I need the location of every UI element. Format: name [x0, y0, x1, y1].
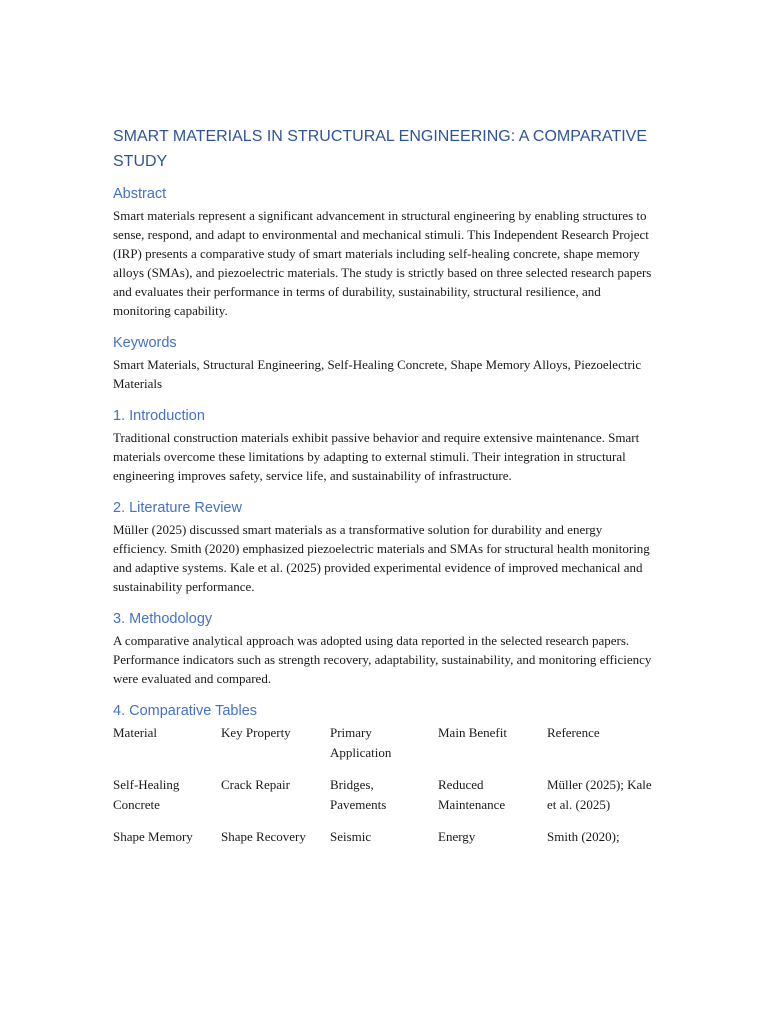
table-cell: Shape Recovery	[221, 829, 306, 844]
table-cell: Crack Repair	[221, 777, 290, 792]
table-header-main-benefit: Main Benefit	[438, 725, 507, 740]
table-header-primary-application: Primary Application	[330, 725, 392, 760]
introduction-text: Traditional construction materials exhibit passive behavior and require extensive maintenance. Smart materials overcome these limitations by adapting to external stimuli. Their integration in structural engineering improves safety, service life, and sustainability of infrastructure.	[113, 430, 640, 483]
table-cell: Energy	[438, 829, 476, 844]
abstract-text: Smart materials represent a significant advancement in structural engineering by enabling structures to sense, respond, and adapt to environmental and mechanical stimuli. This Independent Research Project (IRP) presents a comparative study of smart materials including self-healing concrete, shape memory alloys (SMAs), and piezoelectric materials. The study is strictly based on three selected research papers and evaluates their performance in terms of durability, sustainability, structural resilience, and monitoring capability.	[113, 208, 652, 318]
methodology-heading: 3. Methodology	[113, 611, 213, 627]
table-cell: Self-Healing Concrete	[113, 777, 180, 812]
table-cell: Müller (2025); Kale et al. (2025)	[547, 777, 652, 812]
table-cell: Shape Memory	[113, 829, 193, 844]
table-cell: Reduced Maintenance	[438, 777, 506, 812]
table-header-material: Material	[113, 725, 158, 740]
table-header-key-property: Key Property	[221, 725, 291, 740]
document-content	[113, 124, 658, 860]
introduction-heading: 1. Introduction	[113, 408, 205, 424]
table-cell: Bridges, Pavements	[330, 777, 387, 812]
table-cell: Seismic	[330, 829, 372, 844]
document-title: SMART MATERIALS IN STRUCTURAL ENGINEERING: A COMPARATIVE STUDY	[113, 128, 648, 170]
comparative-tables-heading: 4. Comparative Tables	[113, 703, 258, 719]
keywords-heading: Keywords	[113, 335, 177, 351]
methodology-text: A comparative analytical approach was adopted using data reported in the selected research papers. Performance indicators such as strength recovery, adaptability, sustainability, and monitoring efficiency were evaluated and compared.	[113, 633, 652, 686]
comparison-table	[113, 723, 658, 860]
literature-review-text: Müller (2025) discussed smart materials as a transformative solution for durability and energy efficiency. Smith (2020) emphasized piezoelectric materials and SMAs for structural health monitoring and adaptive systems. Kale et al. (2025) provided experimental evidence of improved mechanical and sustainability performance.	[113, 522, 650, 594]
abstract-heading: Abstract	[113, 186, 167, 202]
literature-review-heading: 2. Literature Review	[113, 500, 242, 516]
table-cell: Smith (2020);	[547, 829, 620, 844]
keywords-text: Smart Materials, Structural Engineering, Self-Healing Concrete, Shape Memory Alloys, Piezoelectric Materials	[113, 357, 642, 391]
table-header-reference: Reference	[547, 725, 600, 740]
